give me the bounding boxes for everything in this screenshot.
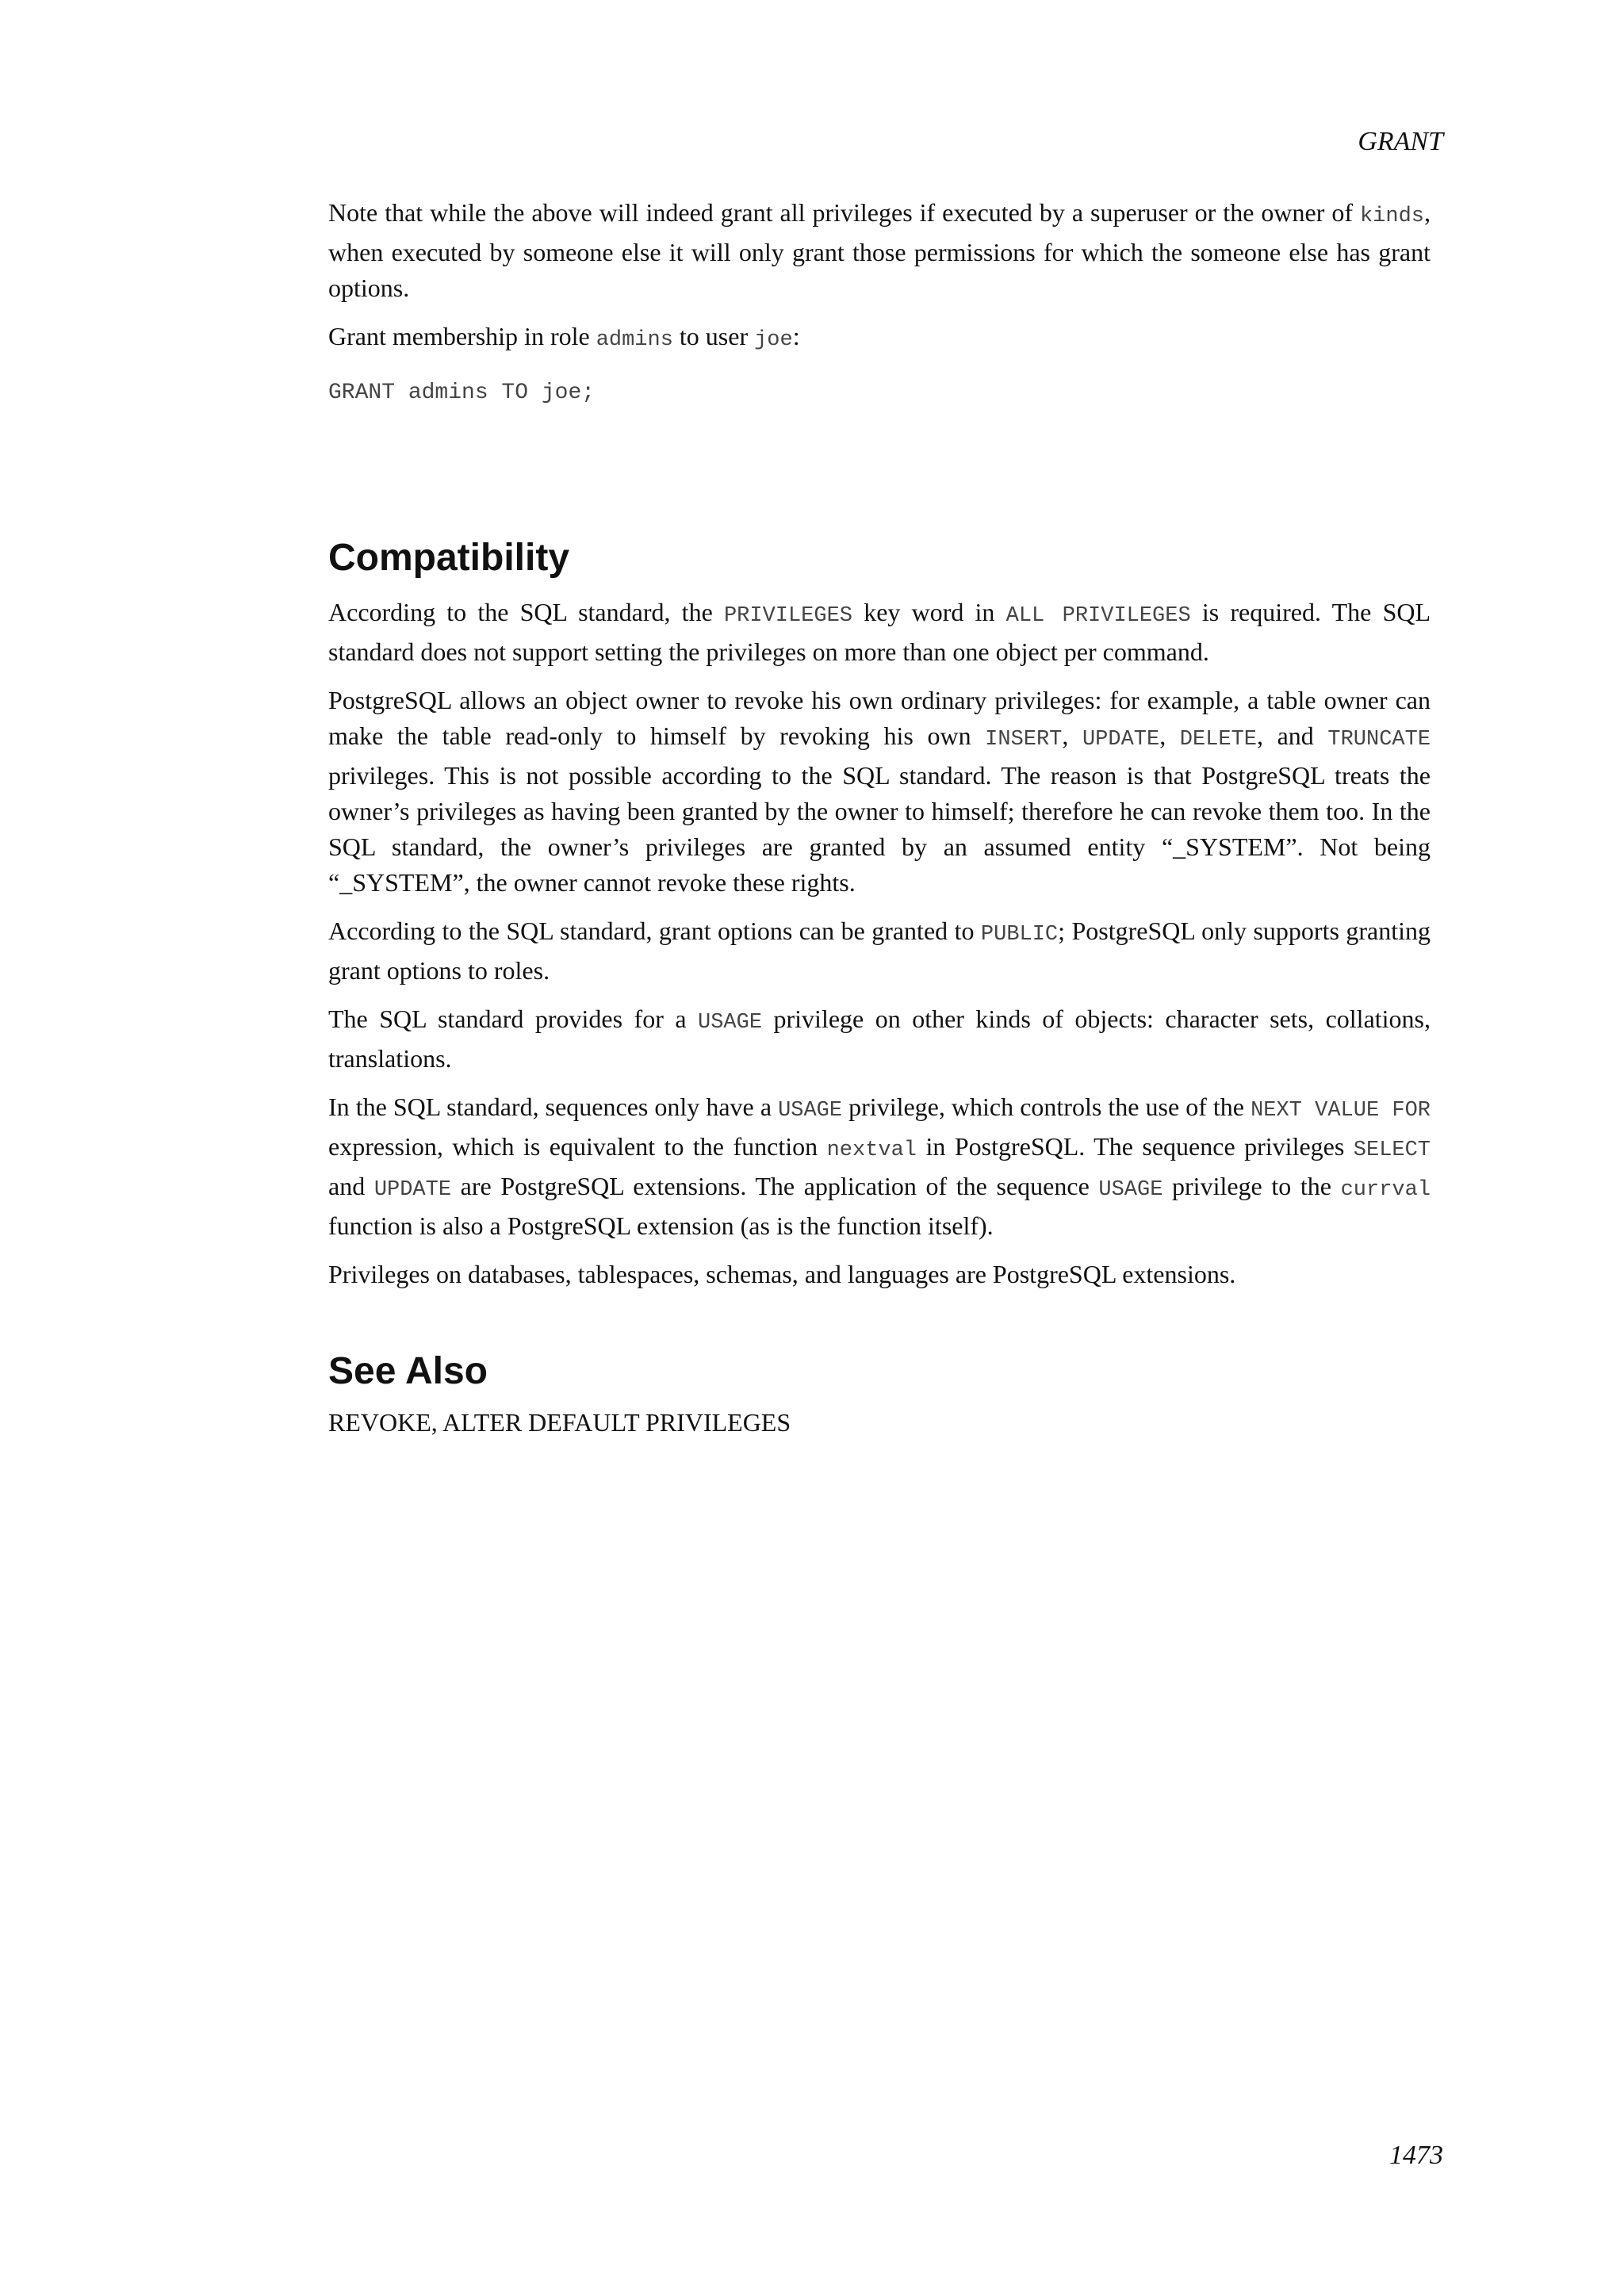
inline-code: kinds <box>1359 205 1424 228</box>
inline-code: INSERT <box>985 728 1063 752</box>
inline-code: USAGE <box>1098 1178 1163 1202</box>
compat-paragraph-2: PostgreSQL allows an object owner to revoke his own ordinary privileges: for example, a table owner can make the table read-only to himself by revoking his own INSERT, UPDATE, DELETE, and TRUNCATE privileges. This is not possible according to the SQL standard. The reason is that PostgreSQL treats the owner’s privileges as having been granted by the owner to himself; therefore he can revoke them too. In the SQL standard, the owner’s privileges are granted by an assumed entity “_SYSTEM”. Not being “_SYSTEM”, the owner cannot revoke these rights. <box>328 686 1431 897</box>
code-example: GRANT admins TO joe; <box>328 381 596 405</box>
inline-code: PUBLIC <box>980 923 1059 947</box>
inline-code: ALL PRIVILEGES <box>1005 604 1191 628</box>
inline-code: joe <box>754 328 793 352</box>
inline-code: UPDATE <box>1082 728 1160 752</box>
section-heading-compatibility: Compatibility <box>328 537 570 579</box>
page-number: 1473 <box>1389 2141 1443 2170</box>
compat-paragraph-4: The SQL standard provides for a USAGE privilege on other kinds of objects: character sets, collations, translations. <box>328 1004 1431 1073</box>
inline-code: currval <box>1340 1178 1431 1202</box>
intro-paragraph-1: Note that while the above will indeed grant all privileges if executed by a superuser or the owner of kinds, when executed by someone else it will only grant those permissions for which the someone else has grant options. <box>328 198 1431 302</box>
inline-code: admins <box>596 328 673 352</box>
intro-paragraph-2: Grant membership in role admins to user joe: <box>328 322 800 352</box>
section-heading-see-also: See Also <box>328 1350 488 1392</box>
inline-code: NEXT VALUE FOR <box>1251 1099 1431 1123</box>
inline-code: UPDATE <box>373 1178 452 1202</box>
compat-paragraph-3: According to the SQL standard, grant options can be granted to PUBLIC; PostgreSQL only supports granting grant options to roles. <box>328 916 1431 985</box>
compat-paragraph-5: In the SQL standard, sequences only have a USAGE privilege, which controls the use of the NEXT VALUE FOR expression, which is equivalent to the function nextval in PostgreSQL. The sequence privileges SELECT and UPDATE are PostgreSQL extensions. The application of the sequence USAGE privilege to the currval function is also a PostgreSQL extension (as is the function itself). <box>328 1093 1431 1240</box>
inline-code: nextval <box>826 1138 917 1162</box>
inline-code: SELECT <box>1353 1138 1431 1162</box>
running-header: GRANT <box>1358 127 1443 156</box>
inline-code: TRUNCATE <box>1327 728 1431 752</box>
inline-code: PRIVILEGES <box>723 604 852 628</box>
compat-paragraph-6: Privileges on databases, tablespaces, schemas, and languages are PostgreSQL extensions. <box>328 1260 1236 1288</box>
inline-code: DELETE <box>1179 728 1258 752</box>
inline-code: USAGE <box>698 1011 763 1035</box>
page-content <box>328 195 1431 1453</box>
see-also-links[interactable]: REVOKE, ALTER DEFAULT PRIVILEGES <box>328 1408 791 1437</box>
compat-paragraph-1: According to the SQL standard, the PRIVILEGES key word in ALL PRIVILEGES is required. The SQL standard does not support setting the privileges on more than one object per command. <box>328 598 1431 666</box>
inline-code: USAGE <box>778 1099 843 1123</box>
